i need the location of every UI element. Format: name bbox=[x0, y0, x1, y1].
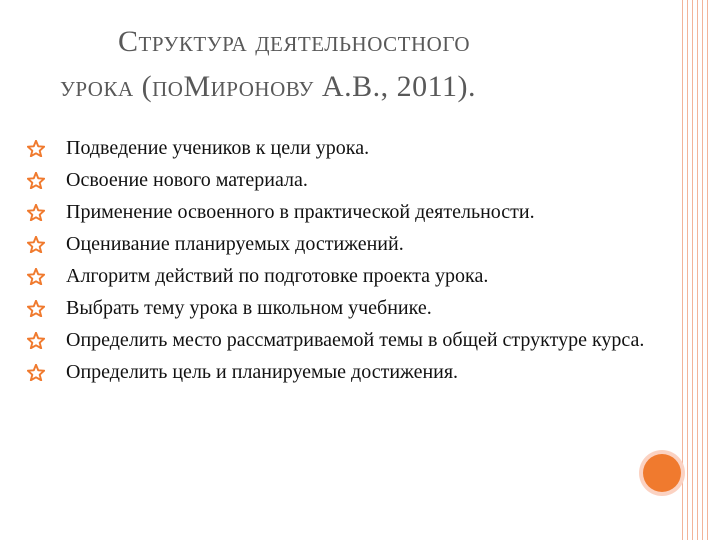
list-item bbox=[12, 228, 652, 260]
bullet-list bbox=[12, 132, 652, 388]
star-bullet-icon bbox=[27, 268, 45, 285]
list-item bbox=[12, 356, 652, 388]
list-item-text: Определить цель и планируемые достижения. bbox=[66, 361, 459, 383]
list-item-text: Алгоритм действий по подготовке проекта урока. bbox=[66, 265, 489, 287]
list-item-text: Применение освоенного в практической деятельности. bbox=[66, 201, 535, 223]
list-item bbox=[12, 132, 652, 164]
star-bullet-icon bbox=[27, 140, 45, 157]
star-bullet-icon bbox=[27, 172, 45, 189]
star-bullet-icon bbox=[27, 332, 45, 349]
list-item-text: Оценивание планируемых достижений. bbox=[66, 233, 404, 255]
star-bullet-icon bbox=[27, 236, 45, 253]
frame-line bbox=[682, 0, 683, 540]
list-item-text: Освоение нового материала. bbox=[66, 169, 308, 191]
frame-line bbox=[707, 0, 708, 540]
frame-line bbox=[702, 0, 703, 540]
list-item-text: Определить место рассматриваемой темы в общей структуре курса. bbox=[66, 329, 645, 351]
list-item bbox=[12, 196, 652, 228]
list-item-text: Подведение учеников к цели урока. bbox=[66, 137, 370, 159]
list-item bbox=[12, 164, 652, 196]
star-bullet-icon bbox=[27, 300, 45, 317]
list-item-text: Выбрать тему урока в школьном учебнике. bbox=[66, 297, 432, 319]
frame-line bbox=[687, 0, 688, 540]
list-item bbox=[12, 324, 652, 356]
title-line-2: урока (поМиронову А.В., 2011). bbox=[60, 70, 476, 103]
frame-line bbox=[692, 0, 693, 540]
decorative-circle-inner bbox=[643, 454, 681, 492]
star-bullet-icon bbox=[27, 204, 45, 221]
slide-title bbox=[60, 20, 660, 110]
frame-line bbox=[697, 0, 698, 540]
star-bullet-icon bbox=[27, 364, 45, 381]
title-line-1: Структура деятельностного bbox=[118, 25, 471, 58]
list-item bbox=[12, 292, 652, 324]
list-item bbox=[12, 260, 652, 292]
